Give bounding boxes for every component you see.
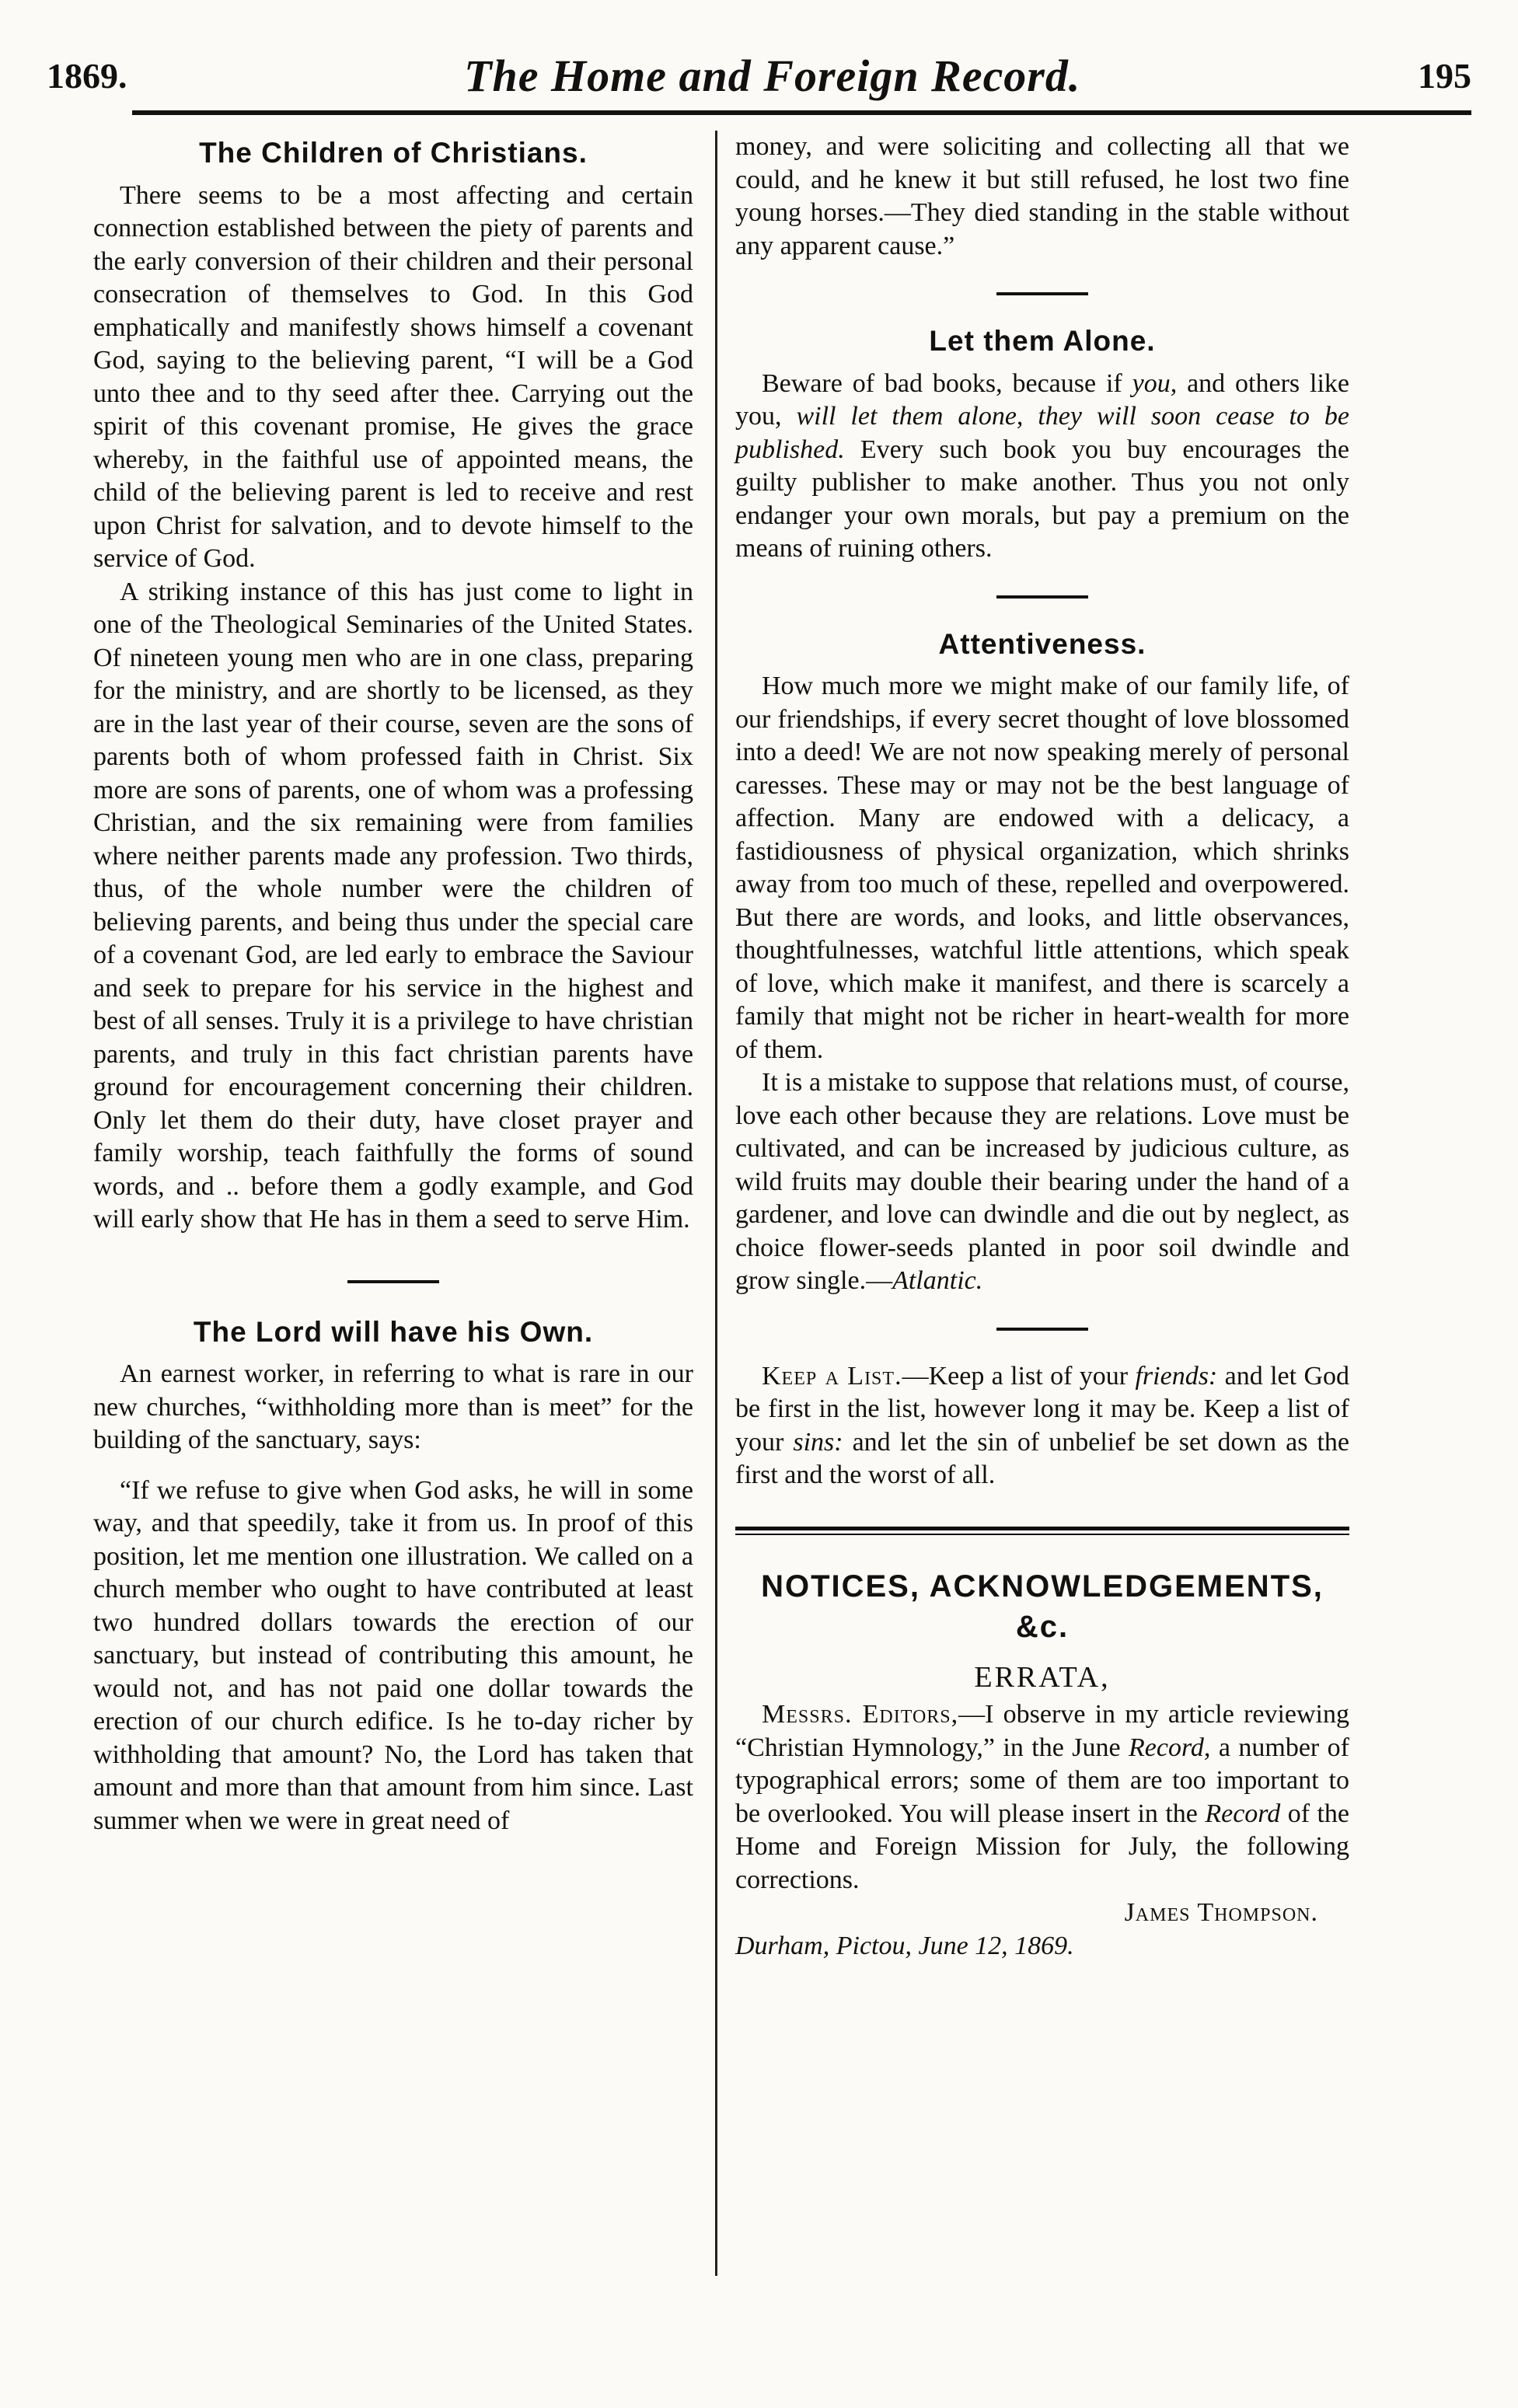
article-paragraph: “If we refuse to give when God asks, he will in some way, and that speedily, take it from us. In proof of this position, let me mention one illustration. We called on a church member who ought to have contributed at least two hundred dollars towards the erection of our sanctuary, but instead of contributing this amount, he would not, and has not paid one dollar towards the erection of our church edifice. Is he to-day richer by withholding that amount? No, the Lord has taken that amount and more than that amount from him since. Last summer when we were in great need of <box>93 1475 693 1835</box>
text-run: —I observe in my article reviewing “Christian Hymnology,” in the June <box>735 1700 1349 1762</box>
section-divider <box>347 1280 439 1283</box>
article-paragraph: A striking instance of this has just come to light in one of the Theological Seminaries of the United States. Of nineteen young men who are in one class, preparing for the ministry, and are shortly to be licensed, as they are in the last year of their course, seven are the sons of parents both of whom professed faith in Christ. Six more are sons of parents, one of whom was a professing Christian, and the six remaining were from families where neither parents made any profession. Two thirds, thus, of the whole number were the children of believing parents, and being thus under the special care of a covenant God, are led early to embrace the Saviour and seek to prepare for his service in the highest and best of all senses. Truly it is a privilege to have christian parents, and truly in this fact christian parents have ground for encouragement concerning their children. Only let them do their duty, have closet prayer and family worship, teach faithfully the forms of sound words, and .. before them a godly example, and God will early show that He has in them a seed to serve Him. <box>93 577 693 1234</box>
notices-heading: NOTICES, ACKNOWLEDGEMENTS, &c. <box>761 1569 1324 1644</box>
keep-list-paragraph <box>735 1360 1349 1492</box>
header-rule <box>132 110 1471 115</box>
text-run: of the Home and Foreign Mission for July, the following corrections. <box>735 1799 1350 1894</box>
salutation: Messrs. Editors, <box>762 1700 959 1729</box>
article-paragraph: How much more we might make of our family life, of our friendships, if every secret thought of love blossomed into a deed! We are not now speaking merely of personal caresses. These may or may not be the best language of affection. Many are endowed with a delicacy, a fastidiousness of physical organization, which shrinks away from too much of these, repelled and overpowered. But there are words, and looks, and little observances, thoughtfulnesses, watchful little attentions, which speak of love, which make it manifest, and there is scarcely a family that might not be richer in heart-wealth for more of them. <box>735 672 1349 1064</box>
article-heading-children: The Children of Christians. <box>199 137 588 169</box>
keep-list-lead: Keep a List. <box>762 1361 902 1391</box>
text-run: and let God be first in the list, however long it may be. Keep a list of your <box>735 1361 1350 1457</box>
italic-run: Record <box>1205 1799 1281 1828</box>
article-heading-attentiveness: Attentiveness. <box>938 627 1146 660</box>
text-run: Every such book you buy encourages the guilty publisher to make another. Thus you not only endanger your own morals, but pay a premium on the means of ruining others. <box>735 434 1349 563</box>
continued-paragraph: money, and were soliciting and collecting all that we could, and he knew it but still refused, he lost two fine young horses.—They died standing in the stable without any apparent cause.” <box>735 132 1349 260</box>
signature: James Thompson. <box>1124 1898 1318 1927</box>
article-heading-lord: The Lord will have his Own. <box>193 1315 594 1348</box>
text-run: It is a mistake to suppose that relations must, of course, love each other because they are relations. Love must be cultivated, and can be increased by judicious culture, as wild fruits may double their bearing under the hand of a gardener, and love can dwindle and die out by neglect, as choice flower-seeds planted in poor soil dwindle and grow single.— <box>735 1068 1349 1295</box>
article-source: Atlantic. <box>892 1266 983 1295</box>
errata-paragraph <box>735 1698 1349 1897</box>
italic-run: will let them alone, they will soon cease to be published. <box>735 402 1350 464</box>
italic-run: friends: <box>1135 1361 1218 1391</box>
text-run: and let the sin of unbelief be set down as the first and the worst of all. <box>735 1427 1350 1489</box>
dateline-place: Durham, Pictou, <box>735 1931 912 1960</box>
text-run: —Keep a list of your <box>902 1361 1136 1391</box>
column-divider <box>715 131 717 2276</box>
dateline-date: June 12, 1869. <box>918 1931 1074 1960</box>
errata-heading: ERRATA, <box>974 1660 1111 1694</box>
text-run: Beware of bad books, because if <box>762 368 1132 398</box>
italic-run: Record, <box>1129 1733 1211 1762</box>
italic-run: you, <box>1132 368 1178 398</box>
section-double-rule <box>735 1527 1349 1535</box>
article-paragraph <box>735 1066 1349 1298</box>
section-divider <box>996 292 1088 295</box>
page-number: 195 <box>1418 55 1471 96</box>
publication-title: The Home and Foreign Record. <box>464 50 1081 101</box>
header-year: 1869. <box>47 55 127 96</box>
right-column <box>735 131 1349 1963</box>
article-paragraph: There seems to be a most affecting and certain connection established between the piety of parents and the early conversion of their children and their personal consecration of themselves to God. In this God emphatically and manifestly shows himself a covenant God, saying to the believing parent, “I will be a God unto thee and to thy seed after thee. Carrying out the spirit of this covenant promise, He gives the grace whereby, in the faithful use of appointed means, the child of the believing parent is led to receive and rest upon Christ for salvation, and to devote himself to the service of God. <box>93 180 693 573</box>
page-header <box>47 48 1471 103</box>
italic-run: sins: <box>793 1427 843 1457</box>
article-paragraph: An earnest worker, in referring to what is rare in our new churches, “withholding more than is meet” for the building of the sanctuary, says: <box>93 1359 693 1454</box>
article-paragraph <box>735 368 1349 566</box>
left-column <box>93 131 693 1837</box>
section-divider <box>996 1328 1088 1331</box>
section-divider <box>996 595 1088 599</box>
text-run: a number of typographical errors; some of them are too important to be overlooked. You will please insert in the <box>735 1733 1349 1828</box>
article-heading-let-them-alone: Let them Alone. <box>929 325 1156 357</box>
text-run: and others like you, <box>735 368 1349 431</box>
dateline <box>735 1930 1349 1963</box>
